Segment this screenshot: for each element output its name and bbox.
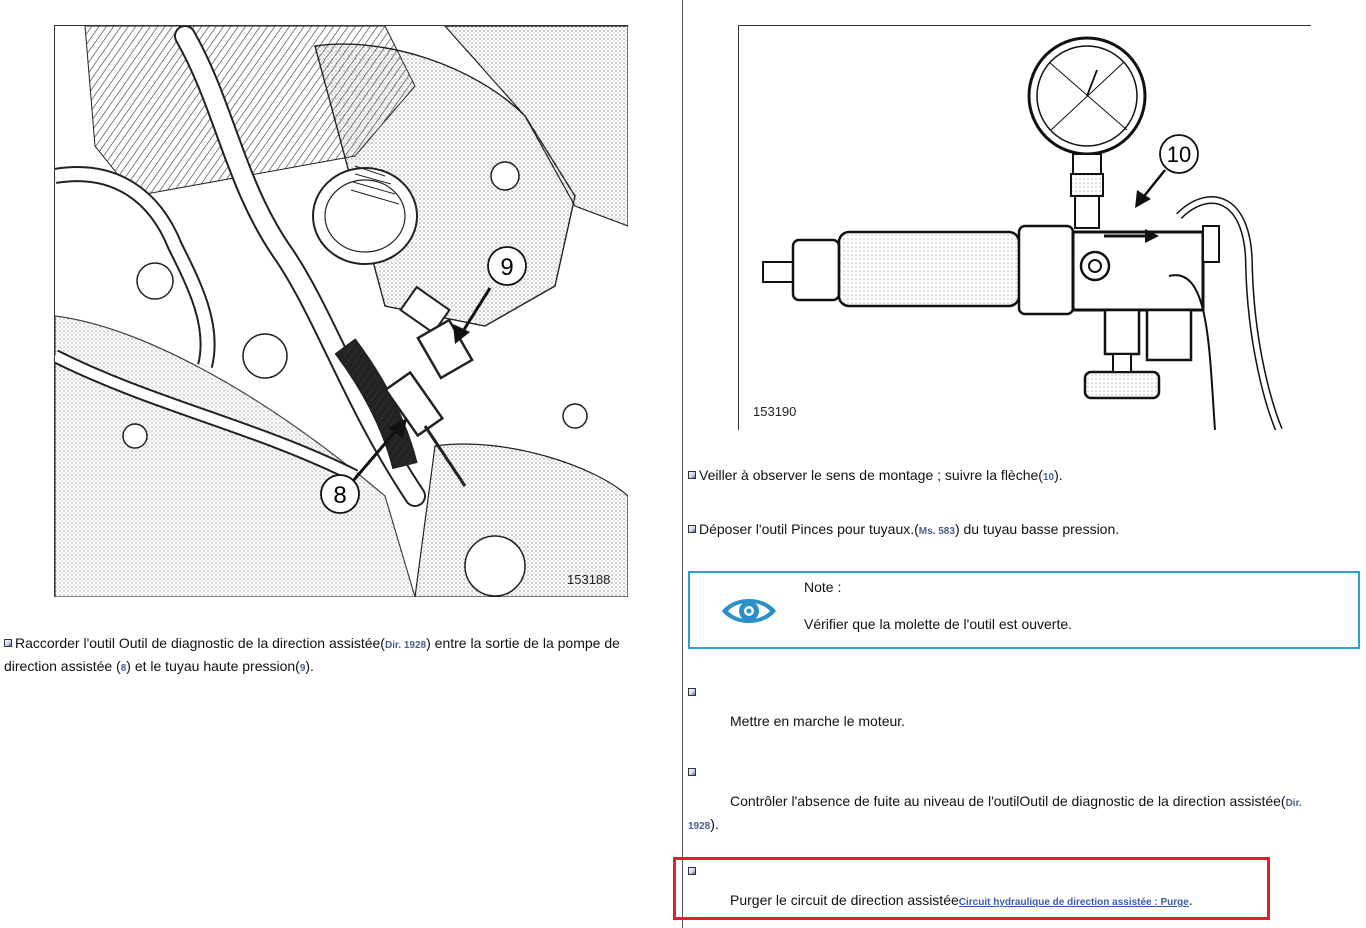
bullet-icon: [688, 525, 696, 533]
note-title: Note :: [804, 579, 842, 595]
callout-10: 10: [1166, 142, 1192, 167]
purge-procedure-link[interactable]: Circuit hydraulique de direction assistée : Purge: [958, 897, 1189, 908]
tool-reference: Ms. 583: [918, 526, 955, 537]
step-text: ) du tuyau basse pression.: [954, 521, 1120, 537]
step-text: ).: [710, 816, 719, 832]
bullet-icon: [688, 867, 696, 875]
tool-line-drawing: [739, 26, 1311, 430]
step-text: Veiller à observer le sens de montage ; suivre la flèche(: [699, 467, 1043, 483]
step-text: ).: [1054, 467, 1063, 483]
step-text: Déposer l'outil Pinces pour tuyaux.(: [699, 521, 919, 537]
step-text: Purger le circuit de direction assistée: [730, 892, 959, 908]
step-text: Contrôler l'absence de fuite au niveau de l'outilOutil de diagnostic de la direction assistée(: [730, 793, 1286, 809]
tool-reference: Dir. 1928: [384, 640, 427, 651]
step-text: ) entre la sortie de la pompe de direction assistée (: [4, 635, 620, 674]
note-box: [688, 571, 1360, 649]
step-text: ).: [305, 658, 314, 674]
engine-line-drawing: [55, 26, 628, 597]
step-purge-circuit: [730, 890, 1193, 913]
step-watch-direction: [688, 465, 1358, 488]
diagnostic-tool-illustration: [738, 25, 1311, 430]
figure-number: 153188: [567, 572, 611, 587]
note-text: Vérifier que la molette de l'outil est ouverte.: [804, 616, 1073, 632]
column-divider: [682, 0, 683, 928]
bullet-icon: [688, 471, 696, 479]
callout-8: 8: [333, 482, 347, 509]
eye-icon: [720, 593, 778, 629]
engine-illustration: [54, 25, 628, 597]
part-reference: 9: [299, 663, 306, 674]
bullet-icon: [688, 768, 696, 776]
step-text: ) et le tuyau haute pression(: [126, 658, 300, 674]
step-remove-clamp: [688, 519, 1358, 542]
step-connect-tool: [4, 633, 666, 679]
part-reference: 10: [1042, 472, 1055, 483]
step-text: Raccorder l'outil Outil de diagnostic de la direction assistée(: [15, 635, 385, 651]
step-start-engine: Mettre en marche le moteur.: [730, 713, 906, 729]
bullet-icon: [4, 639, 12, 647]
tool-reference: Dir. 1928: [688, 798, 1302, 832]
step-text: .: [1188, 892, 1193, 908]
step-check-leak: [688, 791, 1328, 837]
bullet-icon: [688, 688, 696, 696]
part-reference: 8: [120, 663, 127, 674]
figure-number: 153190: [753, 404, 797, 419]
callout-9: 9: [500, 254, 514, 281]
